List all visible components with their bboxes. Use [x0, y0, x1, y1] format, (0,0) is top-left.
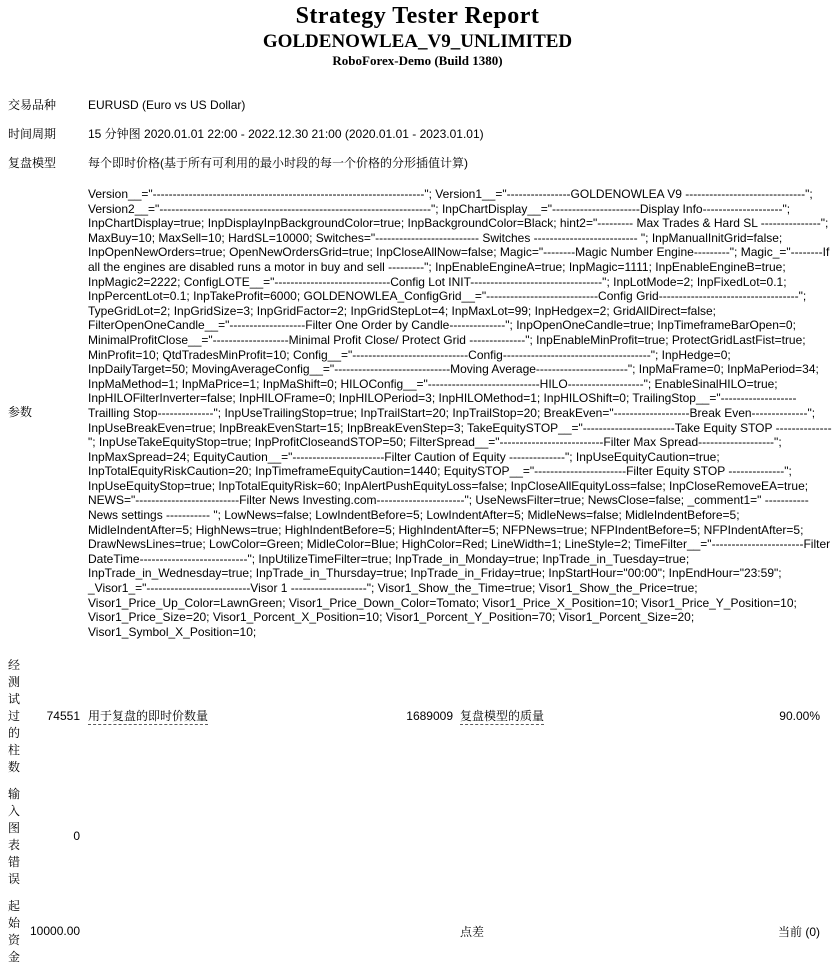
report-title: Strategy Tester Report	[295, 3, 540, 29]
ticks-modelled-label: 用于复盘的即时价数量	[88, 709, 209, 724]
table-row	[8, 90, 832, 119]
initial-deposit-label: 起始资金	[8, 899, 21, 965]
symbol-label: 交易品种	[8, 98, 57, 112]
parameters-label: 参数	[8, 404, 33, 419]
chart-errors-value: 0	[73, 829, 80, 844]
table-row	[8, 651, 820, 780]
spread-value: 当前 (0)	[777, 924, 820, 939]
stats-table	[8, 651, 820, 970]
ticks-modelled-value: 1689009	[406, 708, 453, 723]
period-value: 15 分钟图 2020.01.01 22:00 - 2022.12.30 21:00 (2020.01.01 - 2023.01.01)	[88, 127, 484, 141]
table-row	[8, 148, 832, 177]
expert-name: GOLDENOWLEA_V9_UNLIMITED	[262, 31, 573, 52]
table-row	[8, 780, 820, 892]
bars-tested-value: 74551	[46, 708, 80, 723]
symbol-value: EURUSD (Euro vs US Dollar)	[88, 97, 246, 112]
modelling-quality-value: 90.00%	[779, 708, 820, 723]
server-build: RoboForex-Demo (Build 1380)	[332, 53, 503, 68]
table-row	[8, 177, 832, 645]
spread-label: 点差	[460, 924, 485, 939]
table-row	[8, 892, 820, 970]
table-row	[8, 119, 832, 148]
model-value: 每个即时价格(基于所有可利用的最小时段的每一个价格的分形插值计算)	[88, 156, 468, 170]
period-label: 时间周期	[8, 127, 57, 141]
chart-errors-label: 输入图表错误	[8, 787, 21, 887]
report-header	[0, 0, 835, 69]
symbol-info-table	[8, 90, 832, 645]
bars-tested-label: 经测试过的柱数	[8, 658, 21, 775]
parameters-value: Version__="--------------------------------------------------------------------"; Version1__="----------------GOLDENOWLEA V9 ------------------------------"; Version2__="--------------------------------------------------------------------"; InpChartDisplay__="----------------------Display Info--------------------"; InpChartDisplay=true; InpDisplayInpBackgroundColor=true; InpBackgroundColor=Black; hint2="--------- Max Trades & Hard SL ---------------"; MaxBuy=10; MaxSell=10; HardSL=10000; Switches="-------------------------- Switches -------------------------- "; InpManualInitGrid=false; InpOpenNewOrders=true; OpenNewOrdersGrid=true; InpCloseAllNow=false; Magic="--------Magic Number Engine---------"; Magic_="--------If all the engines are disabled runs a motor in buy and sell ---------"; InpEnableEngineA=true; InpMagic=1111; InpEnableEngineB=true; InpMagic2=2222; ConfigLOTE__="-----------------------------Config Lot INIT---------------------------------"; InpLotMode=2; InpFixedLot=0.1; InpPercentLot=0.1; InpTakeProfit=6000; GOLDENOWLEA_ConfigGrid__="----------------------------Config Grid-----------------------------------"; TypeGridLot=2; InpGridSize=3; InpGridFactor=2; InpGridStepLot=4; InpMaxLot=99; InpHedgex=2; GridAllDirect=false; FilterOpenOneCandle__="-------------------Filter One Order by Candle--------------"; InpOpenOneCandle=true; InpTimeframeBarOpen=0; MinimalProfitClose__="-------------------Minimal Profit Close/ Protect Grid --------------"; InpEnableMinProfit=true; ProtectGridLastFist=true; MinProfit=10; QtdTradesMinProfit=10; Config__="-----------------------------Config-------------------------------------"; InpHedge=0; InpDailyTarget=50; MovingAverageConfig__="-----------------------------Moving Average-----------------------"; InpMaFrame=0; InpMaPeriod=34; InpMaMethod=1; InpMaPrice=1; InpMaShift=0; HILOConfig__="----------------------------HILO-------------------"; EnableSinalHILO=true; InpHILOFilterInverter=false; InpHILOFrame=0; InpHILOPeriod=3; InpHILOMethod=1; InpHILOShift=0; TrailingStop__="-------------------Trailling Stop--------------"; InpUseTrailingStop=true; InpTrailStart=20; InpTrailStop=20; BreakEven="-------------------Break Even--------------"; InpUseBreakEven=true; InpBreakEvenStart=15; InpBreakEvenStep=3; TakeEquitySTOP__="-----------------------Take Equity STOP --------------"; InpUseTakeEquityStop=true; InpProfitCloseandSTOP=50; FilterSpread__="--------------------------Filter Max Spread-------------------"; InpMaxSpread=24; EquityCaution__="-----------------------Filter Caution of Equity --------------"; InpUseEquityCaution=true; InpTotalEquityRiskCaution=20; InpTimeframeEquityCaution=1440; EquitySTOP__="-----------------------Filter Equity STOP --------------"; InpUseEquityStop=true; InpTotalEquityRisk=60; InpAlertPushEquityLoss=false; InpCloseAllEquityLoss=false; InpCloseRemoveEA=true; NEWS="--------------------------Filter News Investing.com----------------------"; UseNewsFilter=true; NewsClose=false; _comment1=" ----------- News settings ----------- "; LowNews=false; LowIndentBefore=5; LowIndentAfter=5; MidleNews=false; MidleIndentBefore=5; MidleIndentAfter=5; HighNews=true; HighIndentBefore=5; HighIndentAfter=5; NFPNews=true; NFPIndentBefore=5; NFPIndentAfter=5; DrawNewsLines=true; LowColor=Green; MidleColor=Blue; HighColor=Red; LineWidth=1; LineStyle=2; TimeFilter__="-----------------------Filter DateTime---------------------------"; InpUtilizeTimeFilter=true; InpTrade_in_Monday=true; InpTrade_in_Tuesday=true; InpTrade_in_Wednesday=true; InpTrade_in_Thursday=true; InpTrade_in_Friday=true; InpStartHour="00:00"; InpEndHour="23:59"; _Visor1_="--------------------------Visor 1 -------------------"; Visor1_Show_the_Time=true; Visor1_Show_the_Price=true; Visor1_Price_Up_Color=LawnGreen; Visor1_Price_Down_Color=Tomato; Visor1_Price_X_Position=10; Visor1_Price_Y_Position=10; Visor1_Price_Size=20; Visor1_Porcent_X_Position=10; Visor1_Porcent_Y_Position=70; Visor1_Porcent_Size=20; Visor1_Symbol_X_Position=10;	[88, 187, 832, 639]
model-label: 复盘模型	[8, 156, 57, 170]
initial-deposit-value: 10000.00	[30, 924, 81, 939]
modelling-quality-label: 复盘模型的质量	[460, 709, 545, 724]
